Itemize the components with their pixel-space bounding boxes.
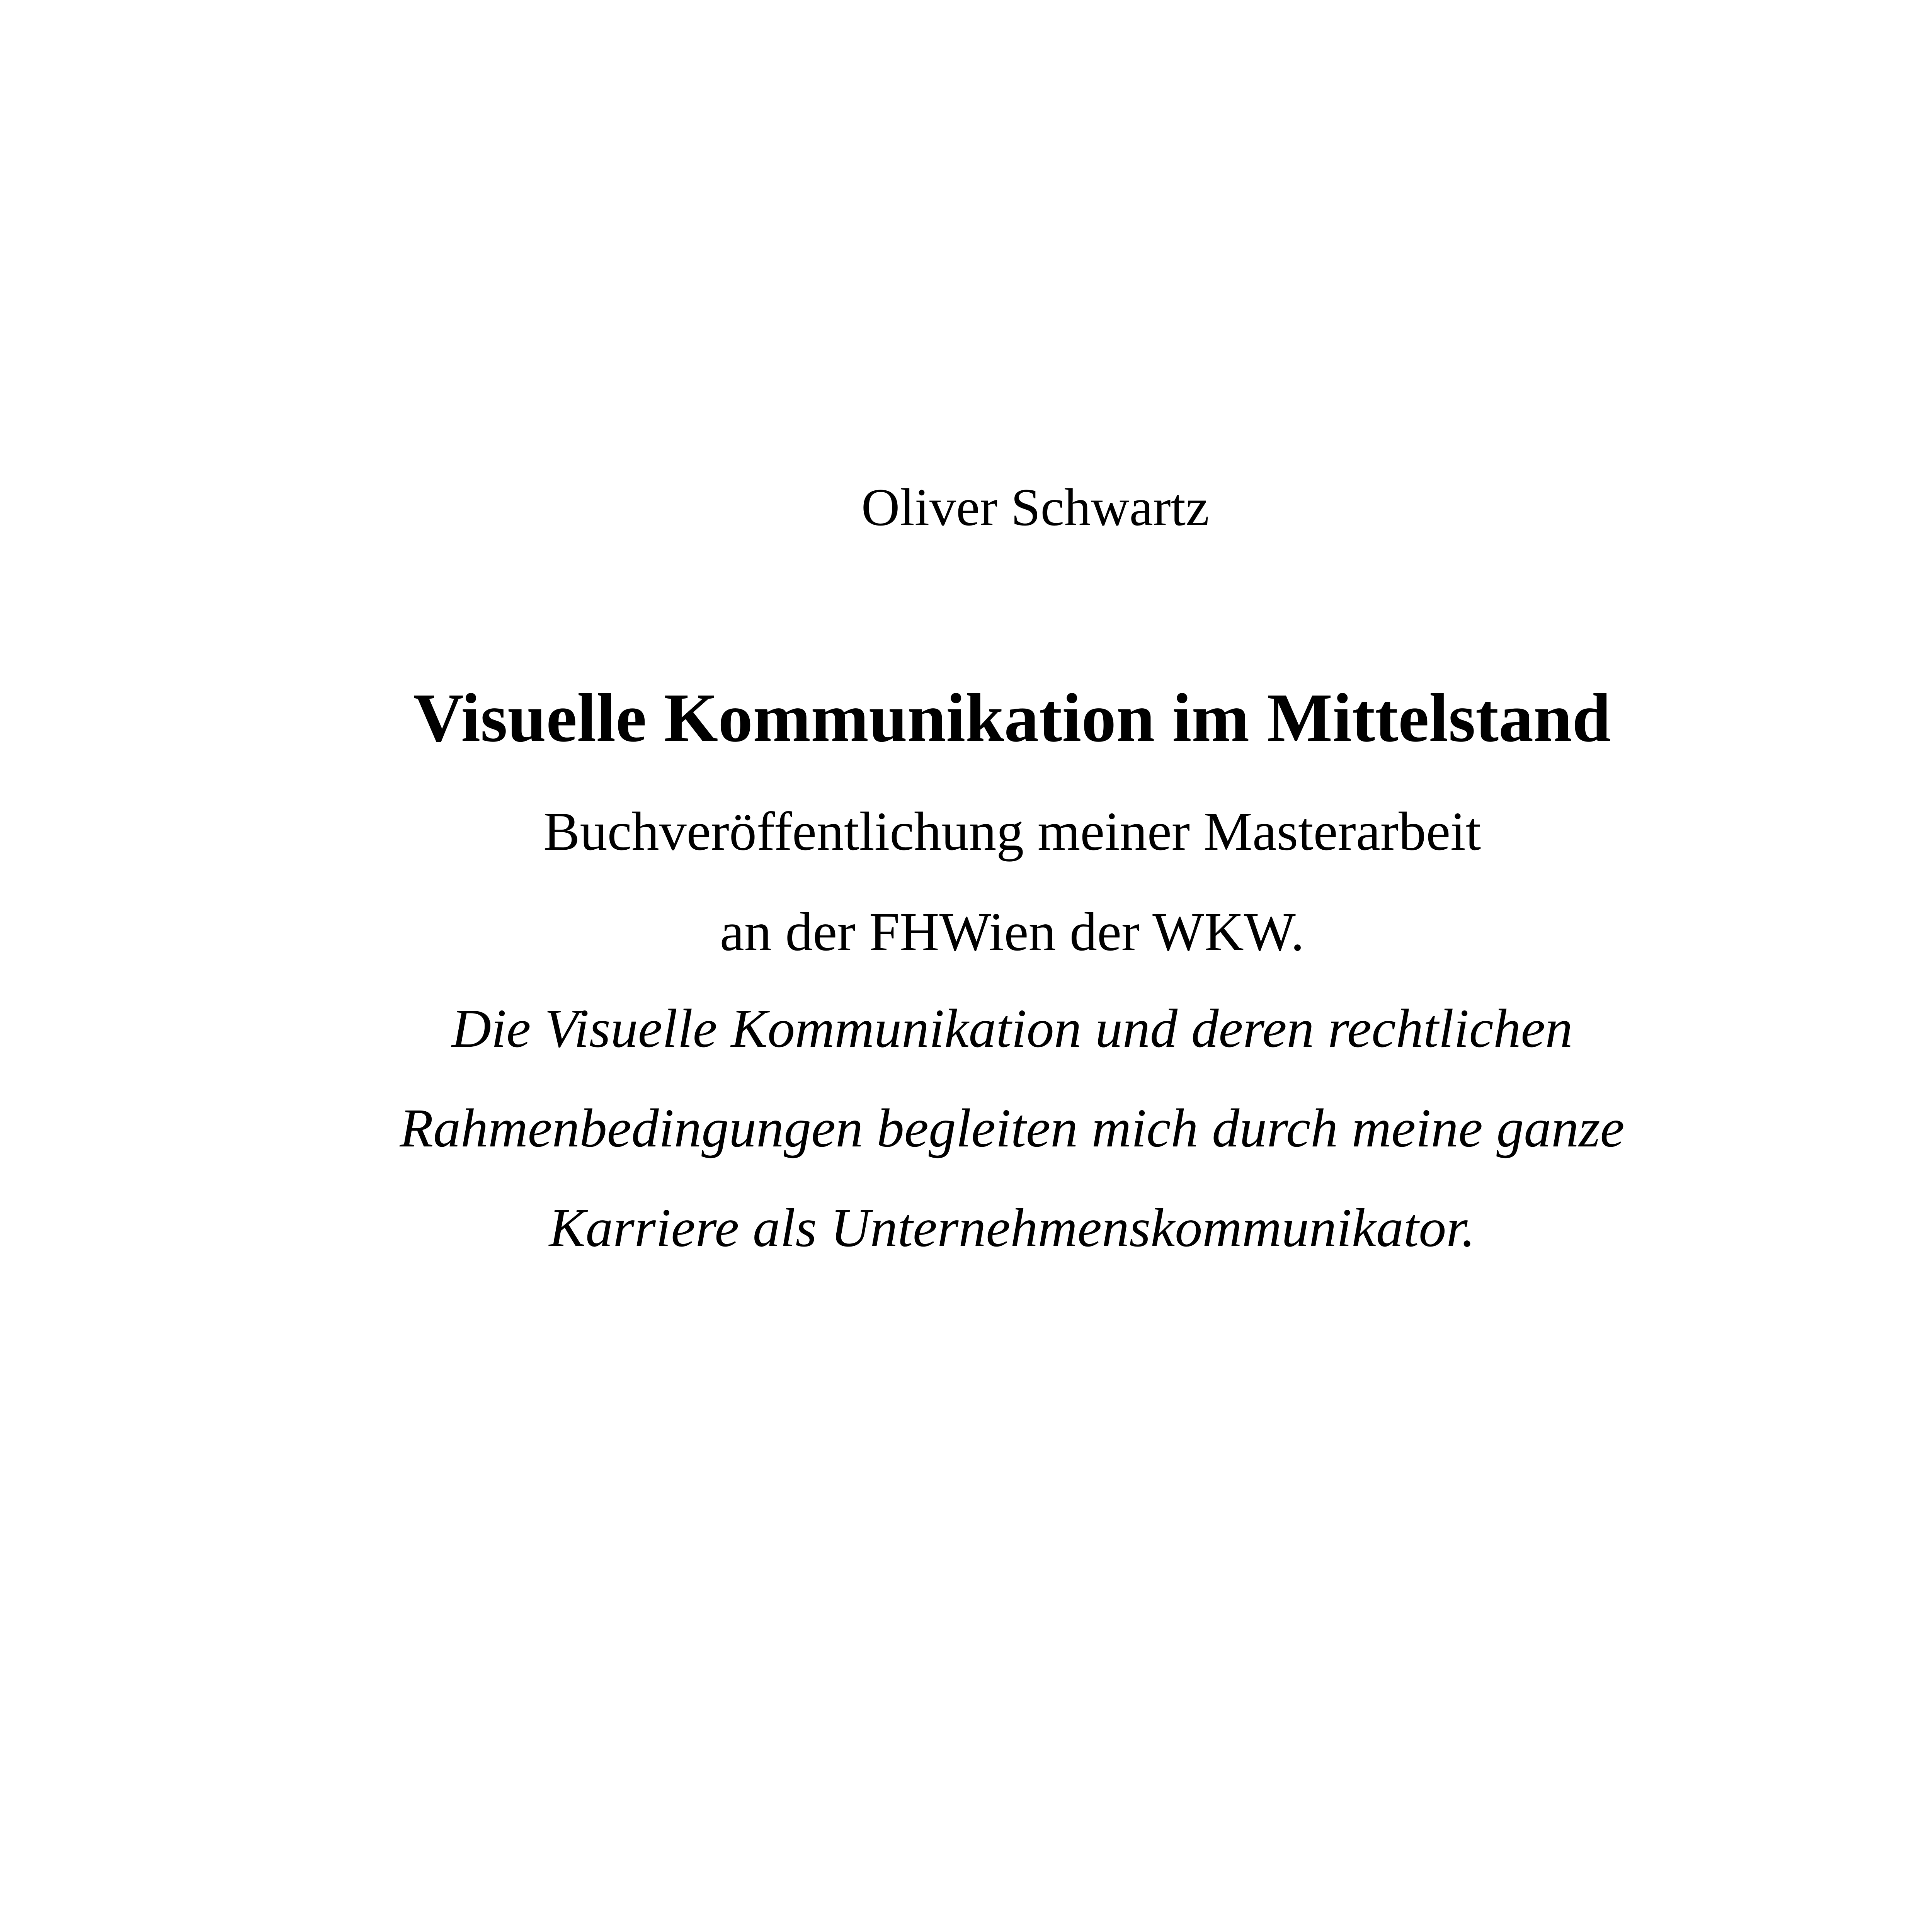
book-title: Visuelle Kommunikation im Mittelstand [413, 679, 1611, 756]
subtitle-line-2: an der FHWien der WKW. [720, 901, 1305, 962]
description-line-3: Karriere als Unternehmenskommunikator. [549, 1197, 1475, 1258]
description-line-2: Rahmenbedingungen begleiten mich durch meine ganze [400, 1097, 1625, 1158]
subtitle-line-1: Buchveröffentlichung meiner Masterarbeit [543, 801, 1481, 862]
description-line-1: Die Visuelle Kommunikation und deren rechtlichen [451, 998, 1573, 1059]
author-name: Oliver Schwartz [861, 478, 1210, 537]
